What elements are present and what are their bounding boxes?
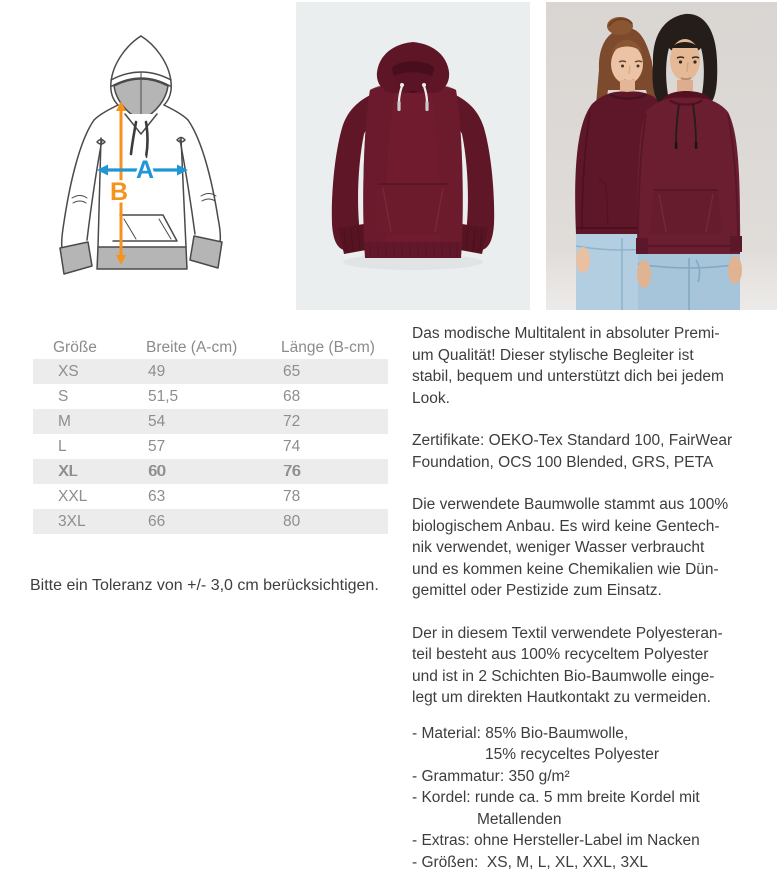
text-line: stabil, bequem und unterstützt dich bei jedem xyxy=(412,368,724,385)
cell-size: S xyxy=(58,387,69,405)
text-line: Der in diesem Textil verwendete Polyesteran- xyxy=(412,624,723,642)
spec-list xyxy=(412,723,777,873)
cell-size: XXL xyxy=(58,487,88,505)
size-table xyxy=(33,336,388,534)
cell-size: XL xyxy=(58,462,77,480)
spec-grammatur: - Grammatur: 350 g/m² xyxy=(412,767,570,785)
cell-size: 3XL xyxy=(58,512,86,530)
cell-laenge: 72 xyxy=(283,412,301,430)
text-line: Look. xyxy=(412,389,450,407)
text-line: gemittel oder Pestizide zum Einsatz. xyxy=(412,582,662,599)
table-row-xs xyxy=(33,359,388,384)
text-line: und ist in 2 Schichten Bio-Baumwolle einge- xyxy=(412,667,715,685)
hoodie-flat-photo-icon xyxy=(296,2,530,310)
product-photo-flat[interactable] xyxy=(296,2,530,310)
text-line: teil besteht aus 100% recyceltem Polyester xyxy=(412,646,709,663)
cell-breite: 49 xyxy=(148,362,166,380)
header-breite: Breite (A-cm) xyxy=(146,338,238,356)
cell-breite: 66 xyxy=(148,512,166,530)
spec-kordel-2: Metallenden xyxy=(477,810,562,828)
cell-laenge: 65 xyxy=(283,362,301,380)
cell-laenge: 68 xyxy=(283,387,301,405)
cell-laenge: 76 xyxy=(283,462,301,480)
product-photo-models[interactable] xyxy=(546,2,777,310)
cell-breite: 51,5 xyxy=(148,387,179,405)
cell-breite: 54 xyxy=(148,412,166,430)
cell-laenge: 78 xyxy=(283,487,301,505)
header-laenge: Länge (B-cm) xyxy=(281,338,375,356)
text-line: Das modische Multitalent in absoluter Premi- xyxy=(412,325,720,342)
hoodie-measurement-diagram-icon xyxy=(40,22,265,300)
cell-size: L xyxy=(58,437,67,455)
table-row-l xyxy=(33,434,388,459)
text-line: nik verwendet, weniger Wasser verbraucht xyxy=(412,539,705,556)
table-row-xxl xyxy=(33,484,388,509)
cell-breite: 57 xyxy=(148,437,166,455)
cell-breite: 63 xyxy=(148,487,166,505)
text-line: biologischem Anbau. Es wird keine Gentech- xyxy=(412,517,720,535)
spec-kordel: - Kordel: runde ca. 5 mm breite Kordel mit xyxy=(412,789,700,806)
text-line: und es kommen keine Chemikalien wie Dün- xyxy=(412,560,719,578)
label-b: B xyxy=(109,178,129,206)
label-a: A xyxy=(135,156,155,184)
header-groesse: Größe xyxy=(53,338,97,356)
spec-material: - Material: 85% Bio-Baumwolle, xyxy=(412,724,629,742)
table-row-3xl xyxy=(33,509,388,534)
certificates-paragraph xyxy=(412,430,777,473)
tolerance-note: Bitte ein Toleranz von +/- 3,0 cm berücksichtigen. xyxy=(30,577,379,594)
text-line: legt um direkten Hautkontakt zu vermeiden. xyxy=(412,689,711,706)
text-line: Foundation, OCS 100 Blended, GRS, PETA xyxy=(412,453,714,471)
cotton-paragraph xyxy=(412,494,777,602)
text-line: um Qualität! Dieser stylische Begleiter ist xyxy=(412,346,694,364)
polyester-paragraph xyxy=(412,623,777,709)
cell-laenge: 80 xyxy=(283,512,301,530)
spec-material-2: 15% recyceltes Polyester xyxy=(485,746,660,763)
cell-size: XS xyxy=(58,362,79,380)
table-row-xl xyxy=(33,459,388,484)
text-line: Die verwendete Baumwolle stammt aus 100% xyxy=(412,496,729,513)
intro-paragraph xyxy=(412,323,777,409)
cell-size: M xyxy=(58,412,71,430)
text-line: Zertifikate: OEKO-Tex Standard 100, FairWear xyxy=(412,432,733,449)
size-diagram-image xyxy=(40,22,265,300)
product-description-text xyxy=(412,323,777,873)
models-photo-icon xyxy=(546,2,777,310)
table-row-s xyxy=(33,384,388,409)
spec-extras: - Extras: ohne Hersteller-Label im Nacken xyxy=(412,832,700,849)
table-row-m xyxy=(33,409,388,434)
cell-laenge: 74 xyxy=(283,437,301,455)
cell-breite: 60 xyxy=(148,462,166,480)
size-table-header-row xyxy=(33,336,388,359)
spec-groessen: - Größen: XS, M, L, XL, XXL, 3XL xyxy=(412,853,649,871)
